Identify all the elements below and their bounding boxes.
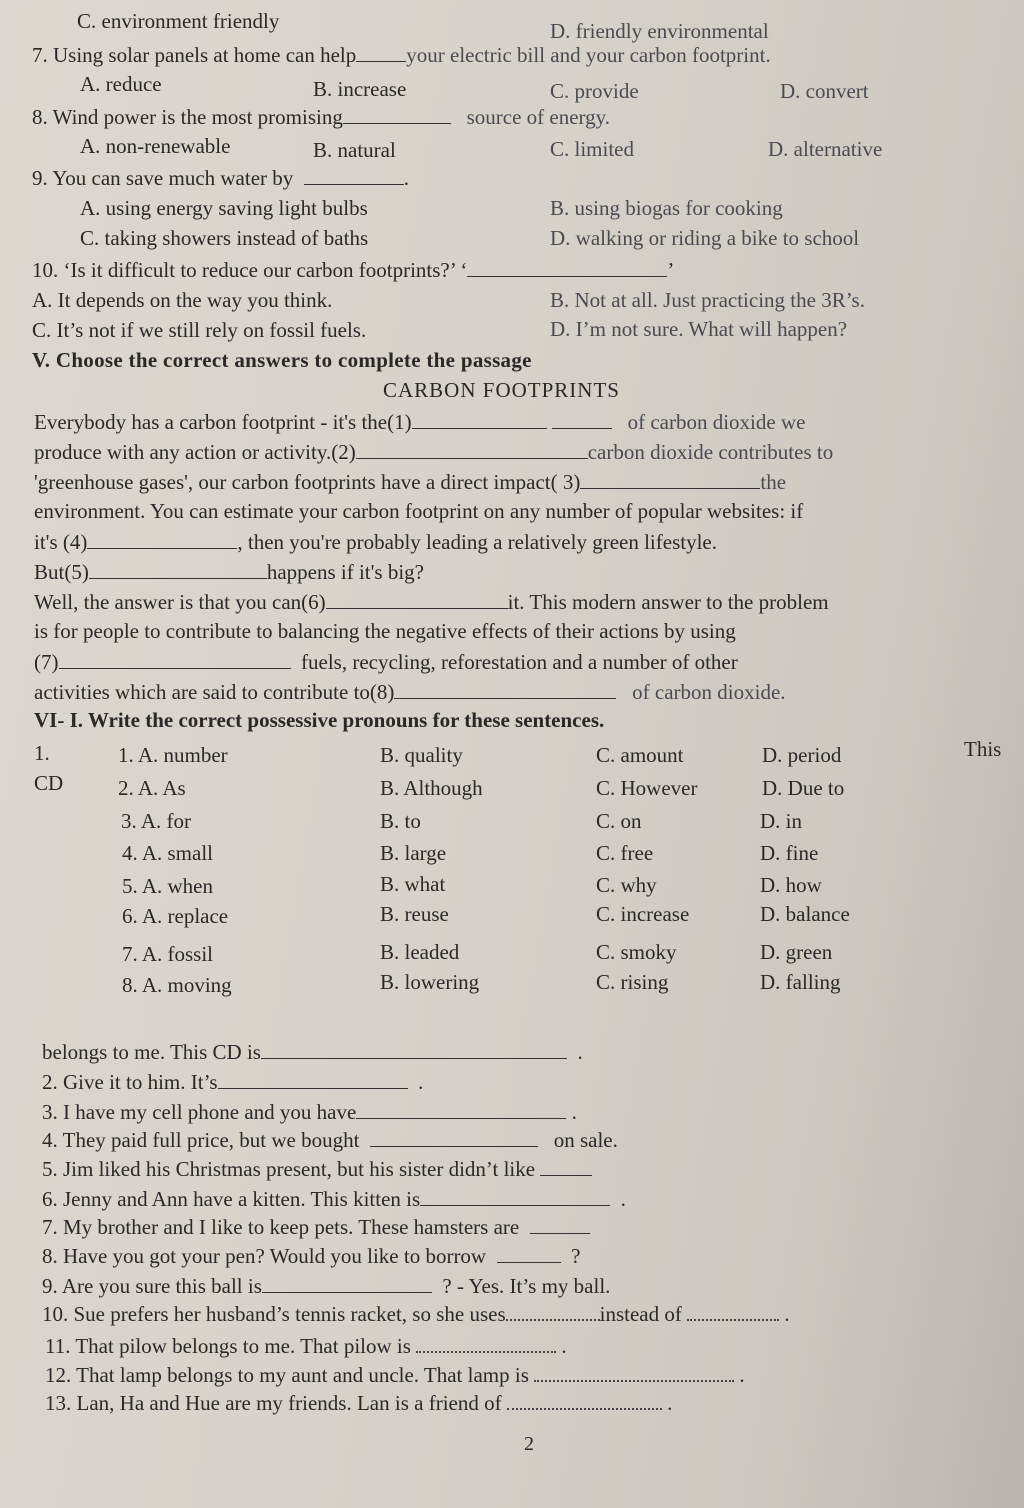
pronoun-q1-cd: CD	[34, 771, 64, 795]
pronoun-q10: 10. Sue prefers her husband’s tennis racket, so she uses instead of .	[42, 1302, 790, 1326]
q9-option-b: B. using biogas for cooking	[550, 196, 783, 220]
q9-option-d: D. walking or riding a bike to school	[550, 226, 860, 250]
pronoun-q1-this: This	[964, 737, 1002, 761]
pronoun-q13: 13. Lan, Ha and Hue are my friends. Lan is a friend of .	[45, 1391, 673, 1415]
passage-line-3: 'greenhouse gases', our carbon footprints have a direct impact( 3) the	[34, 470, 787, 494]
option-3a: 3. A. for	[121, 809, 191, 833]
pronoun-q3: 3. I have my cell phone and you have .	[42, 1100, 577, 1124]
option-8a: 8. A. moving	[122, 973, 232, 997]
q10-option-d: D. I’m not sure. What will happen?	[550, 317, 848, 341]
option-8c: C. rising	[596, 970, 669, 994]
option-3d: D. in	[760, 809, 802, 833]
option-5d: D. how	[760, 873, 822, 897]
pronoun-q8: 8. Have you got your pen? Would you like to borrow ?	[42, 1244, 581, 1268]
passage-line-2: produce with any action or activity.(2) carbon dioxide contributes to	[34, 440, 834, 464]
option-4d: D. fine	[760, 841, 819, 865]
q9-option-a: A. using energy saving light bulbs	[80, 196, 368, 220]
q7-stem: 7. Using solar panels at home can help your electric bill and your carbon footprint.	[32, 43, 771, 67]
pronoun-q11: 11. That pilow belongs to me. That pilow is .	[45, 1334, 567, 1358]
option-6c: C. increase	[596, 902, 690, 926]
option-6d: D. balance	[760, 902, 850, 926]
pronoun-q7: 7. My brother and I like to keep pets. These hamsters are	[42, 1215, 590, 1239]
q7-option-a: A. reduce	[80, 72, 162, 96]
pronoun-q9: 9. Are you sure this ball is ? - Yes. It’s my ball.	[42, 1274, 611, 1298]
q9-option-c: C. taking showers instead of baths	[80, 226, 369, 250]
q8-option-b: B. natural	[313, 138, 396, 162]
pronoun-q5: 5. Jim liked his Christmas present, but his sister didn’t like	[42, 1157, 592, 1181]
option-4b: B. large	[380, 841, 447, 865]
option-7d: D. green	[760, 940, 833, 964]
q7-option-c: C. provide	[550, 79, 639, 103]
option-2c: C. However	[596, 776, 698, 800]
option-1b: B. quality	[380, 743, 463, 767]
q8-option-a: A. non-renewable	[80, 134, 231, 158]
option-2a: 2. A. As	[118, 776, 186, 800]
q8-option-d: D. alternative	[768, 137, 883, 161]
passage-line-7: Well, the answer is that you can(6) it. This modern answer to the problem	[34, 590, 829, 614]
q8-stem: 8. Wind power is the most promising source of energy.	[32, 105, 611, 129]
page-number: 2	[524, 1433, 534, 1455]
passage-line-6: But(5) happens if it's big?	[34, 560, 424, 584]
q10-option-a: A. It depends on the way you think.	[32, 288, 333, 312]
section-5-heading: V. Choose the correct answers to complete the passage	[32, 348, 532, 372]
option-7a: 7. A. fossil	[122, 942, 214, 966]
passage-line-4: environment. You can estimate your carbon footprint on any number of popular websites: if	[34, 499, 804, 523]
passage-line-8: is for people to contribute to balancing the negative effects of their actions by using	[34, 619, 736, 643]
option-5b: B. what	[380, 872, 446, 896]
option-7b: B. leaded	[380, 940, 460, 964]
option-8d: D. falling	[760, 970, 841, 994]
option-6b: B. reuse	[380, 902, 449, 926]
option-1d: D. period	[762, 743, 842, 767]
option-3b: B. to	[380, 809, 421, 833]
q7-option-d: D. convert	[780, 79, 869, 103]
q7-option-b: B. increase	[313, 77, 407, 101]
option-4c: C. free	[596, 841, 654, 865]
q10-stem: 10. ‘Is it difficult to reduce our carbon footprints?’ ‘ ’	[32, 258, 675, 282]
pronoun-q1: belongs to me. This CD is .	[42, 1040, 583, 1064]
q6-option-c: C. environment friendly	[77, 9, 280, 33]
passage-line-9: (7) fuels, recycling, reforestation and a number of other	[34, 650, 738, 674]
option-1a: 1. A. number	[118, 743, 228, 767]
q10-option-b: B. Not at all. Just practicing the 3R’s.	[550, 288, 865, 312]
passage-title: CARBON FOOTPRINTS	[383, 378, 620, 402]
option-5c: C. why	[596, 873, 657, 897]
option-1c: C. amount	[596, 743, 684, 767]
option-4a: 4. A. small	[122, 841, 214, 865]
passage-line-10: activities which are said to contribute to(8) of carbon dioxide.	[34, 680, 786, 704]
option-7c: C. smoky	[596, 940, 677, 964]
pronoun-q4: 4. They paid full price, but we bought on sale.	[42, 1128, 618, 1152]
pronoun-q2: 2. Give it to him. It’s .	[42, 1070, 424, 1094]
passage-line-1: Everybody has a carbon footprint - it's the(1) of carbon dioxide we	[34, 410, 806, 434]
option-3c: C. on	[596, 809, 642, 833]
passage-line-5: it's (4) , then you're probably leading a relatively green lifestyle.	[34, 530, 717, 554]
pronoun-q6: 6. Jenny and Ann have a kitten. This kitten is .	[42, 1187, 626, 1211]
option-2d: D. Due to	[762, 776, 845, 800]
option-5a: 5. A. when	[122, 874, 213, 898]
section-6-heading: VI- I. Write the correct possessive pronouns for these sentences.	[34, 708, 605, 732]
option-6a: 6. A. replace	[122, 904, 229, 928]
q9-stem: 9. You can save much water by .	[32, 166, 410, 190]
pronoun-q1-number: 1.	[34, 741, 50, 765]
option-2b: B. Although	[380, 776, 483, 800]
pronoun-q12: 12. That lamp belongs to my aunt and uncle. That lamp is .	[45, 1363, 745, 1387]
option-8b: B. lowering	[380, 970, 480, 994]
q6-option-d: D. friendly environmental	[550, 19, 769, 43]
q8-option-c: C. limited	[550, 137, 634, 161]
q10-option-c: C. It’s not if we still rely on fossil fuels.	[32, 318, 367, 342]
